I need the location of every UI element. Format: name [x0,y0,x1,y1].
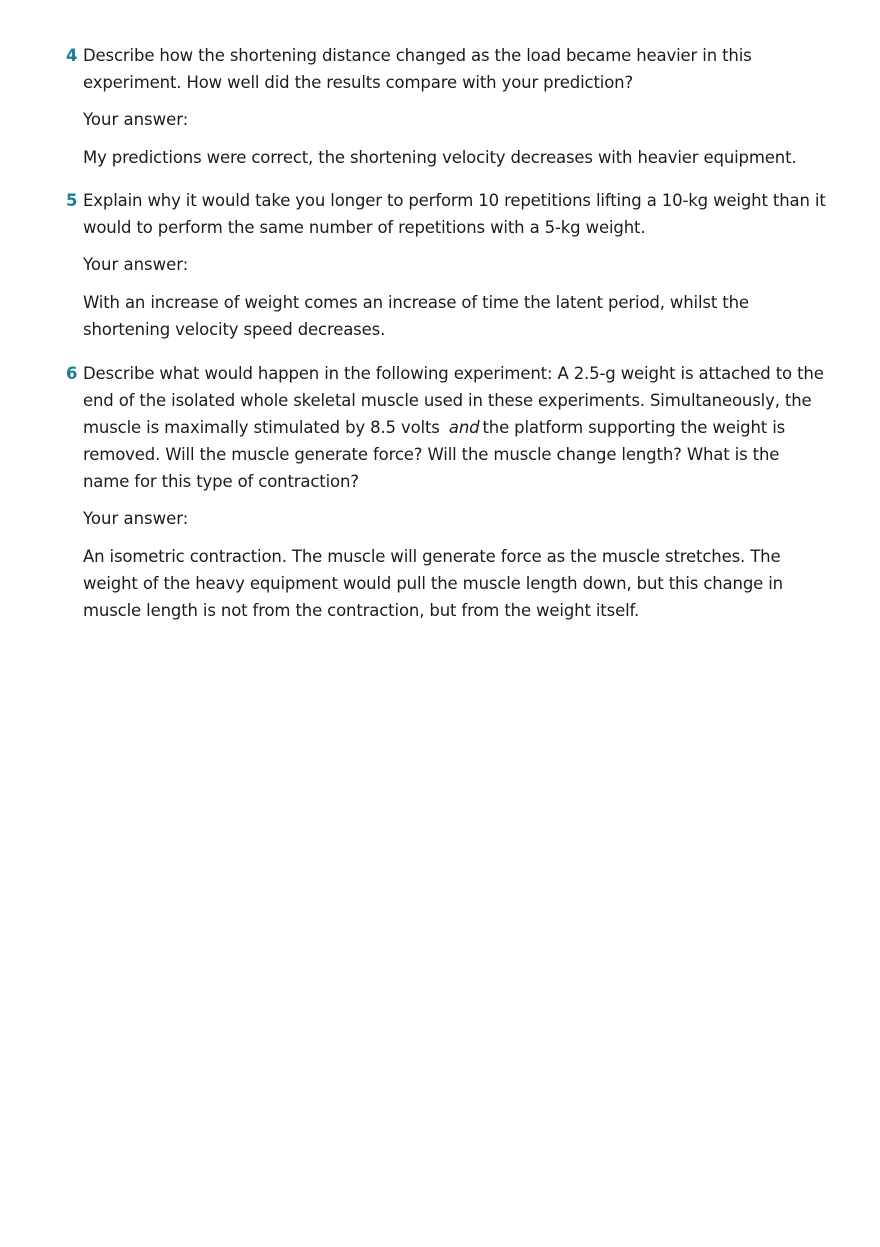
question-text-before: Describe what would happen in the following experiment: A 2.5-g weight is attached to the end of the isolated whole skeletal muscle used in these experiments. Simultaneously, the muscle is maximally stimulated by 8.5 volts [83,364,824,437]
question-text-after: the platform supporting the weight is removed. Will the muscle generate force? Will the muscle change length? What is the name for this type of contraction? [83,418,786,491]
question-text-emphasis: and [448,418,480,437]
question-4 [66,42,826,171]
question-number: 4 [66,46,78,65]
question-number: 6 [66,364,78,383]
question-text [83,360,826,495]
answer-label: Your answer: [83,110,189,129]
answer-label: Your answer: [83,509,189,528]
answer-text: An isometric contraction. The muscle will generate force as the muscle stretches. The weight of the heavy equipment would pull the muscle length down, but this change in muscle length is not from the contraction, but from the weight itself. [83,547,783,620]
question-number: 5 [66,191,78,210]
question-row [66,42,826,96]
question-row [66,360,826,495]
answer-text: With an increase of weight comes an increase of time the latent period, whilst the shortening velocity speed decreases. [83,293,749,339]
question-row [66,187,826,241]
answer-text: My predictions were correct, the shortening velocity decreases with heavier equipment. [83,148,797,167]
question-6 [66,360,826,624]
question-text: Describe how the shortening distance changed as the load became heavier in this experiment. How well did the results compare with your prediction? [83,46,752,92]
question-5 [66,187,826,343]
question-text: Explain why it would take you longer to perform 10 repetitions lifting a 10-kg weight than it would to perform the same number of repetitions with a 5-kg weight. [83,191,826,237]
answer-label: Your answer: [83,255,189,274]
